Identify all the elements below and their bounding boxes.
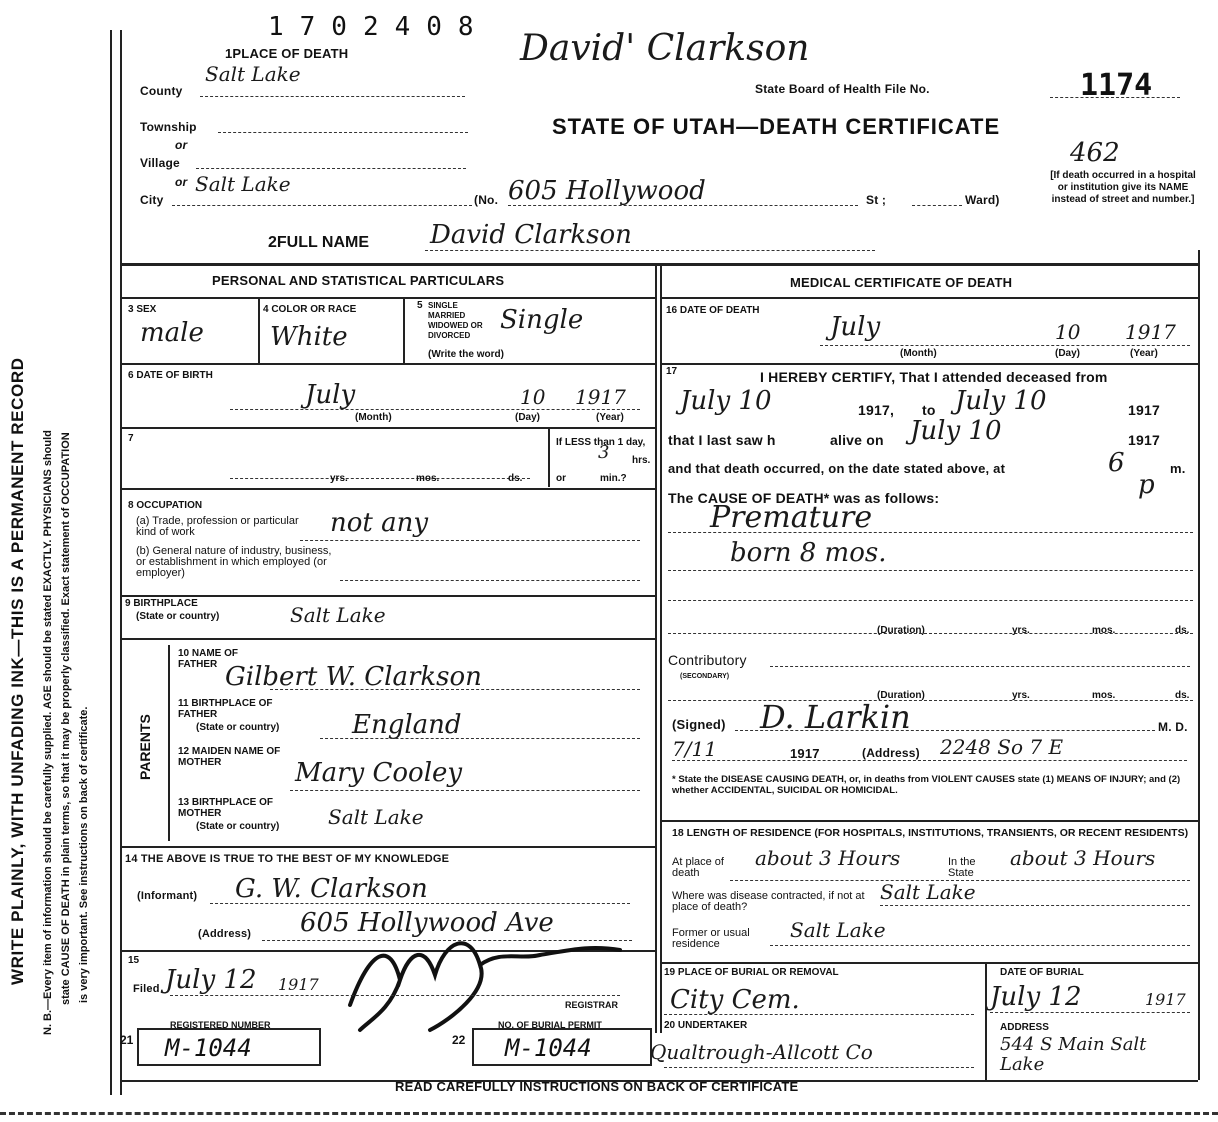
attended-from: July 10 — [680, 386, 772, 416]
or-1: or — [175, 138, 188, 152]
dob-day: 10 — [520, 385, 546, 409]
date-of-death-label: 16 DATE OF DEATH — [666, 305, 760, 316]
county-value: Salt Lake — [205, 62, 301, 86]
father-birthplace-sub: (State or country) — [196, 722, 280, 733]
cause-value-2: born 8 mos. — [730, 538, 887, 568]
filed-year: 1917 — [278, 975, 319, 994]
registrar-label: REGISTRAR — [565, 1000, 619, 1010]
last-saw-label: that I last saw h — [668, 432, 776, 448]
filed-value: July 12 — [165, 965, 257, 995]
death-time: 6 — [1108, 448, 1125, 478]
mother-value: Mary Cooley — [295, 758, 463, 788]
signed-label: (Signed) — [672, 717, 726, 732]
min-label: min.? — [600, 473, 627, 484]
duration-label-2: (Duration) — [877, 690, 925, 701]
informant-address-label: (Address) — [198, 928, 252, 940]
full-name-label: 2FULL NAME — [268, 234, 370, 251]
bottom-edge-dashes — [0, 1112, 1218, 1115]
cause-footnote: * State the DISEASE CAUSING DEATH, or, in deaths from VIOLENT CAUSES state (1) MEANS OF INJURY; and (2) whether ACCIDENTAL, SUICIDAL OR HOMICIDAL. — [672, 774, 1181, 796]
former-residence-label: Former or usual residence — [672, 927, 750, 950]
burial-permit-idx: 22 — [452, 1033, 466, 1047]
mother-birthplace-label: 13 BIRTHPLACE OF MOTHER — [178, 797, 274, 819]
birthplace-value: Salt Lake — [290, 603, 386, 627]
nb-instructions-line-3: is very important. See instructions on back of certificate. — [78, 706, 90, 1003]
nb-instructions-line-2: state CAUSE OF DEATH in plain terms, so that it may be properly classified. Exact statement of OCCUPATION — [60, 432, 72, 1005]
ward-number-handwritten: 462 — [1070, 138, 1120, 168]
marital-write-note: (Write the word) — [428, 349, 504, 360]
signed-year: 1917 — [790, 746, 820, 761]
undertaker-label: 20 UNDERTAKER — [664, 1020, 748, 1031]
center-divider — [655, 263, 657, 1033]
hrs-label: hrs. — [632, 455, 651, 466]
registered-number-idx: 21 — [120, 1033, 134, 1047]
death-day: 10 — [1055, 320, 1081, 344]
undertaker-address-label: ADDRESS — [1000, 1022, 1049, 1033]
if-less-label: If LESS than 1 day, — [556, 437, 646, 448]
burial-permit-value: M-1044 — [505, 1034, 592, 1062]
death-day-caption: (Day) — [1055, 348, 1081, 359]
dob-label: 6 DATE OF BIRTH — [128, 370, 213, 381]
year-1: 1917, — [858, 402, 895, 418]
death-month: July — [830, 312, 881, 342]
street-st-label: St ; — [866, 193, 887, 207]
informant-heading: 14 THE ABOVE IS TRUE TO THE BEST OF MY KNOWLEDGE — [125, 853, 450, 865]
marital-value: Single — [500, 305, 584, 335]
top-number: 1702408 — [268, 12, 490, 42]
permanent-record-note: WRITE PLAINLY, WITH UNFADING INK—THIS IS A PERMANENT RECORD — [8, 357, 27, 985]
undertaker-address-value: 544 S Main Salt Lake — [1000, 1034, 1147, 1075]
m-label: m. — [1170, 461, 1186, 476]
personal-heading: PERSONAL AND STATISTICAL PARTICULARS — [212, 273, 505, 288]
ward-label: Ward) — [965, 193, 1000, 207]
age-ds-label: ds. — [508, 473, 523, 484]
age-mos-label: mos. — [416, 473, 440, 484]
occupation-value: not any — [330, 508, 429, 538]
sex-label: 3 SEX — [128, 304, 157, 315]
burial-place-value: City Cem. — [670, 985, 800, 1015]
dob-month-caption: (Month) — [355, 412, 392, 423]
death-time-pm: p — [1138, 470, 1155, 500]
informant-address-value: 605 Hollywood Ave — [300, 908, 554, 938]
state-board-label: State Board of Health File No. — [755, 82, 930, 96]
certify-text: I HEREBY CERTIFY, That I attended deceased from — [760, 369, 1108, 385]
informant-label: (Informant) — [137, 890, 198, 902]
registered-number-label: REGISTERED NUMBER — [170, 1020, 271, 1030]
physician-address-label: (Address) — [862, 746, 920, 760]
burial-date-label: DATE OF BURIAL — [1000, 967, 1084, 978]
death-month-caption: (Month) — [900, 348, 937, 359]
mother-birthplace-sub: (State or country) — [196, 821, 280, 832]
residence-value-2: about 3 Hours — [1010, 846, 1156, 870]
duration-label-1: (Duration) — [877, 625, 925, 636]
certify-num: 17 — [666, 366, 678, 377]
filed-label: Filed — [133, 983, 160, 995]
occupation-label: 8 OCCUPATION — [128, 500, 203, 511]
burial-permit-label: NO. OF BURIAL PERMIT — [498, 1020, 602, 1030]
to-label: to — [922, 402, 936, 418]
burial-place-label: 19 PLACE OF BURIAL OR REMOVAL — [664, 967, 839, 978]
duration-mos-2: mos. — [1092, 690, 1116, 701]
residence-value-1: about 3 Hours — [755, 846, 901, 870]
certificate-title: STATE OF UTAH—DEATH CERTIFICATE — [552, 114, 1001, 139]
burial-year: 1917 — [1145, 990, 1186, 1009]
last-saw-date: July 10 — [910, 416, 1002, 446]
alive-on-label: alive on — [830, 432, 884, 448]
undertaker-value: Qualtrough-Allcott Co — [650, 1040, 873, 1064]
nb-instructions-line-1: N. B.—Every item of information should be carefully supplied. AGE should be stated EXACTLY. PHYSICIANS should — [42, 430, 54, 1035]
duration-yrs-2: yrs. — [1012, 690, 1030, 701]
birthplace-sub: (State or country) — [136, 611, 220, 622]
dob-year: 1917 — [575, 385, 626, 409]
in-state-label: In the State — [948, 856, 976, 879]
or-2: or — [175, 175, 188, 189]
dob-day-caption: (Day) — [515, 412, 541, 423]
duration-mos-1: mos. — [1092, 625, 1116, 636]
year-2: 1917 — [1128, 402, 1160, 418]
dob-month: July — [305, 380, 356, 410]
marital-num: 5 — [417, 300, 423, 311]
contributory-label: Contributory — [668, 652, 747, 668]
former-residence-value: Salt Lake — [790, 918, 886, 942]
cause-label: The CAUSE OF DEATH* was as follows: — [668, 490, 940, 506]
burial-date-value: July 12 — [990, 982, 1082, 1012]
full-name-value: David Clarkson — [430, 220, 632, 250]
street-no-label: (No. — [474, 193, 499, 207]
physician-signature: D. Larkin — [760, 698, 911, 736]
county-label: County — [140, 84, 183, 98]
dob-year-caption: (Year) — [596, 412, 624, 423]
father-birthplace-value: England — [352, 710, 462, 740]
city-value: Salt Lake — [195, 172, 291, 196]
secondary-label: (SECONDARY) — [680, 673, 730, 680]
age-yrs-label: yrs. — [330, 473, 348, 484]
deceased-name-header: David' Clarkson — [520, 28, 810, 69]
md-label: M. D. — [1158, 720, 1188, 734]
duration-ds-2: ds. — [1175, 690, 1190, 701]
year-3: 1917 — [1128, 432, 1160, 448]
attended-to: July 10 — [955, 386, 1047, 416]
father-label: 10 NAME OF FATHER — [178, 648, 239, 670]
place-of-death-label: 1PLACE OF DEATH — [225, 46, 349, 61]
mother-label: 12 MAIDEN NAME OF MOTHER — [178, 746, 281, 768]
informant-value: G. W. Clarkson — [235, 874, 428, 904]
hrs-value: 3 — [598, 442, 610, 463]
physician-address-value: 2248 So 7 E — [940, 735, 1064, 759]
marital-label: SINGLE MARRIED WIDOWED OR DIVORCED — [428, 301, 483, 340]
death-year: 1917 — [1125, 320, 1176, 344]
death-occurred-label: and that death occurred, on the date stated above, at — [668, 461, 1006, 476]
street-value: 605 Hollywood — [508, 176, 706, 206]
residence-label: 18 LENGTH OF RESIDENCE (FOR HOSPITALS, INSTITUTIONS, TRANSIENTS, OR RECENT RESIDENTS) — [672, 827, 1189, 839]
or-label: or — [556, 473, 566, 484]
duration-yrs-1: yrs. — [1012, 625, 1030, 636]
filed-num: 15 — [128, 955, 140, 966]
left-border-inner — [120, 30, 122, 1095]
where-contracted-label: Where was disease contracted, if not at place of death? — [672, 890, 865, 913]
file-number: 1174 — [1080, 68, 1153, 103]
city-label: City — [140, 193, 164, 207]
occupation-a-label: (a) Trade, profession or particular kind of work — [136, 515, 299, 538]
medical-heading: MEDICAL CERTIFICATE OF DEATH — [790, 275, 1013, 290]
township-label: Township — [140, 120, 197, 134]
occupation-b-label: (b) General nature of industry, business, or establishment in which employed (or employer) — [136, 545, 332, 579]
cause-value-1: Premature — [710, 500, 873, 535]
contracted-value: Salt Lake — [880, 880, 976, 904]
color-label: 4 COLOR OR RACE — [263, 304, 357, 315]
footer-instructions: READ CAREFULLY INSTRUCTIONS ON BACK OF CERTIFICATE — [395, 1079, 799, 1094]
color-value: White — [270, 322, 348, 352]
father-birthplace-label: 11 BIRTHPLACE OF FATHER — [178, 698, 273, 720]
sex-value: male — [140, 318, 204, 348]
mother-birthplace-value: Salt Lake — [328, 805, 424, 829]
duration-ds-1: ds. — [1175, 625, 1190, 636]
left-border — [110, 30, 112, 1095]
registered-number-value: M-1044 — [165, 1034, 252, 1062]
birthplace-label: 9 BIRTHPLACE — [125, 598, 198, 609]
signed-date: 7/11 — [672, 737, 717, 761]
parents-vertical-label: PARENTS — [137, 714, 153, 780]
at-place-label: At place of death — [672, 856, 724, 879]
hospital-note: [If death occurred in a hospital or institution give its NAME instead of street and number.] — [1050, 170, 1196, 205]
father-value: Gilbert W. Clarkson — [225, 662, 482, 692]
death-year-caption: (Year) — [1130, 348, 1158, 359]
right-border — [1198, 250, 1200, 1080]
village-label: Village — [140, 156, 180, 170]
age-num: 7 — [128, 433, 134, 444]
